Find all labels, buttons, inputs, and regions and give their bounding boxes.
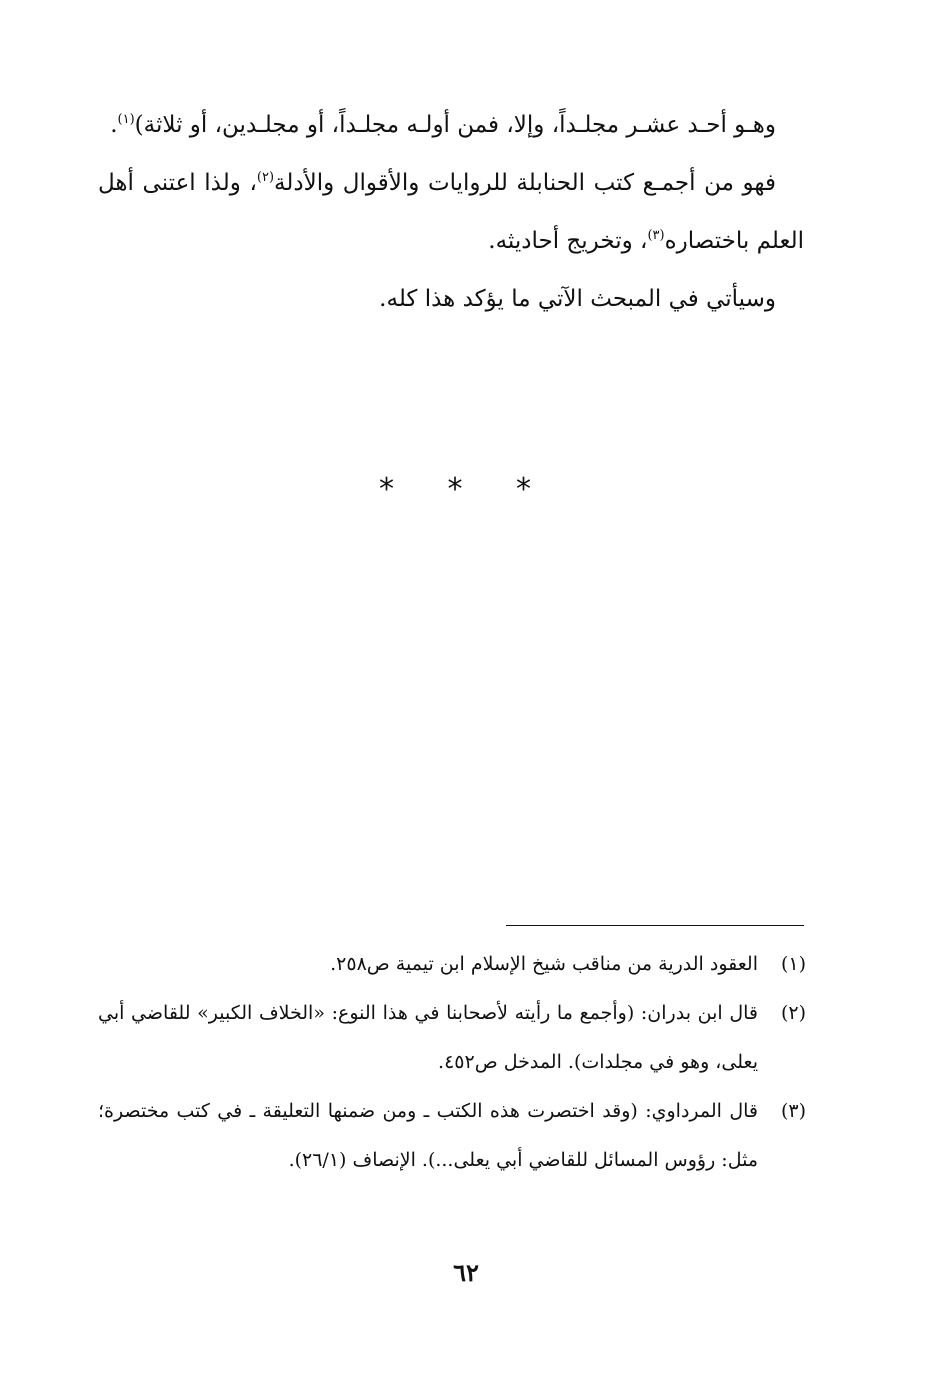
paragraph-1-text: وهـو أحـد عشـر مجلـداً، وإلا، فمن أولـه مجلـداً، أو مجلـدين، أو ثلاثة) xyxy=(134,112,776,138)
footnote-number: (١) xyxy=(780,953,806,975)
paragraph-2 xyxy=(98,154,804,270)
paragraph-3 xyxy=(98,270,804,328)
footnote-text: قال المرداوي: (وقد اختصرت هذه الكتب ـ ومن ضمنها التعليقة ـ في كتب مختصرة؛ مثل: رؤوس المسائل للقاضي أبي يعلى...). الإنصاف (٢٦/١). xyxy=(98,1100,758,1171)
footnote-text: قال ابن بدران: (وأجمع ما رأيته لأصحابنا في هذا النوع: «الخلاف الكبير» للقاضي أبي يعلى، وهو في مجلدات). المدخل ص٤٥٢. xyxy=(98,1002,758,1073)
footnotes xyxy=(98,940,806,1185)
main-text xyxy=(98,96,804,328)
paragraph-3-text: وسيأتي في المبحث الآتي ما يؤكد هذا كله. xyxy=(379,286,776,312)
paragraph-1 xyxy=(98,96,804,154)
footnote-ref-1: (١) xyxy=(117,112,135,127)
footnote-text: العقود الدرية من مناقب شيخ الإسلام ابن تيمية ص٢٥٨. xyxy=(330,953,758,975)
footnote-3 xyxy=(98,1087,806,1185)
footnote-divider xyxy=(506,925,804,926)
footnote-ref-2: (٢) xyxy=(256,170,275,185)
footnote-ref-3: (٣) xyxy=(647,228,665,243)
paragraph-2-middle: ، ولذا اعتنى أهل العلم باختصاره xyxy=(98,170,804,254)
paragraph-2-end: ، وتخريج أحاديثه. xyxy=(488,228,648,254)
footnote-number: (٢) xyxy=(780,1002,806,1024)
paragraph-1-end: . xyxy=(110,112,118,138)
section-separator: * * * xyxy=(378,472,554,507)
paragraph-2-text: فهو من أجمـع كتب الحنابلة للروايات والأقوال والأدلة xyxy=(274,170,776,196)
footnote-1 xyxy=(98,940,806,989)
page-number: ٦٢ xyxy=(453,1258,479,1287)
footnote-number: (٣) xyxy=(780,1100,806,1122)
footnote-2 xyxy=(98,989,806,1087)
